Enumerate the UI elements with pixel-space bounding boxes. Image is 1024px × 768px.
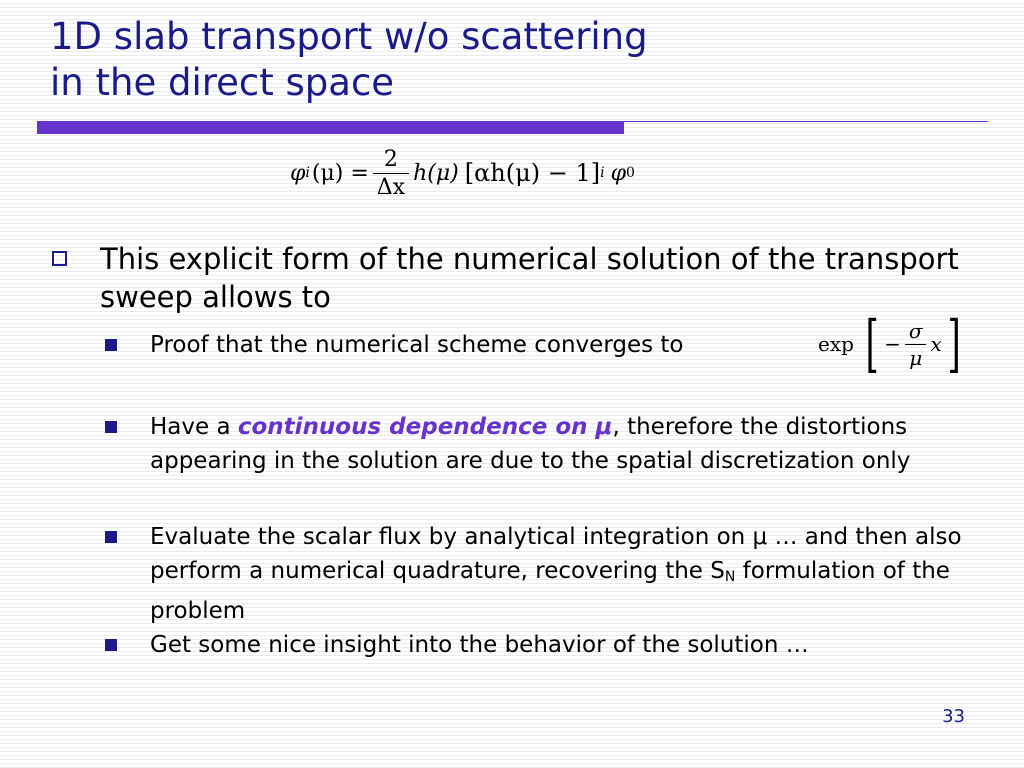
exp-func: exp	[818, 332, 854, 356]
exp-minus: −	[884, 332, 901, 356]
eq-frac-den: Δx	[373, 173, 409, 200]
eq-frac-num: 2	[383, 146, 398, 172]
main-bullet-text: This explicit form of the numerical solution of the transport sweep allows to	[100, 242, 959, 314]
exp-left-bracket: [	[865, 307, 879, 380]
page-number: 33	[942, 706, 965, 727]
sub-bullet-2-text	[150, 410, 995, 478]
main-bullet	[52, 240, 992, 316]
slide-title-line-2: in the direct space	[50, 61, 395, 104]
sub-bullet-3-post: formulation of the problem	[150, 558, 950, 624]
eq-power: i	[600, 165, 605, 181]
square-bullet-icon	[105, 421, 117, 433]
title-underline-thin	[624, 121, 988, 122]
exp-var: x	[930, 332, 942, 356]
hollow-square-bullet-icon	[52, 251, 67, 266]
square-bullet-icon	[105, 339, 117, 351]
eq-phi-sub: i	[305, 165, 310, 181]
slide-title-line-1: 1D slab transport w/o scattering	[50, 15, 648, 58]
sub-bullet-1-text: Proof that the numerical scheme converges to	[150, 332, 684, 358]
slide-title	[50, 14, 970, 106]
sub-bullet-3-text	[150, 520, 995, 628]
square-bullet-icon	[105, 639, 117, 651]
eq-phi0: φ	[610, 160, 626, 186]
sub-bullet-4	[105, 628, 995, 662]
exp-fraction	[905, 319, 927, 370]
main-equation	[290, 140, 635, 206]
square-bullet-icon	[105, 531, 117, 543]
eq-fraction	[373, 147, 409, 200]
exp-right-bracket: ]	[947, 307, 961, 380]
sub-bullet-3	[105, 520, 995, 628]
exp-equation	[818, 306, 966, 382]
sub-bullet-2-emphasis: continuous dependence on μ	[237, 414, 613, 440]
eq-phi: φ	[290, 160, 306, 186]
eq-phi0-sub: 0	[625, 165, 635, 181]
eq-lhs-arg: (μ) =	[311, 160, 369, 186]
sub-bullet-2-pre: Have a	[150, 414, 238, 440]
exp-frac-den: μ	[905, 344, 926, 370]
sub-bullet-3-pre: Evaluate the scalar flux by analytical integration on μ … and then also perform a numerical quadrature, recovering the S	[150, 524, 962, 584]
title-underline-thick	[37, 121, 624, 134]
eq-h-term: h(μ)	[413, 160, 459, 186]
sub-bullet-3-subscript: N	[724, 569, 736, 585]
sub-bullet-2	[105, 410, 995, 478]
eq-bracket: [αh(μ) − 1]	[464, 159, 601, 187]
sub-bullet-2-post: , therefore the distortions appearing in the solution are due to the spatial discretization only	[150, 414, 911, 474]
sub-bullet-4-text: Get some nice insight into the behavior of the solution …	[150, 632, 809, 658]
exp-frac-num: σ	[908, 318, 923, 343]
